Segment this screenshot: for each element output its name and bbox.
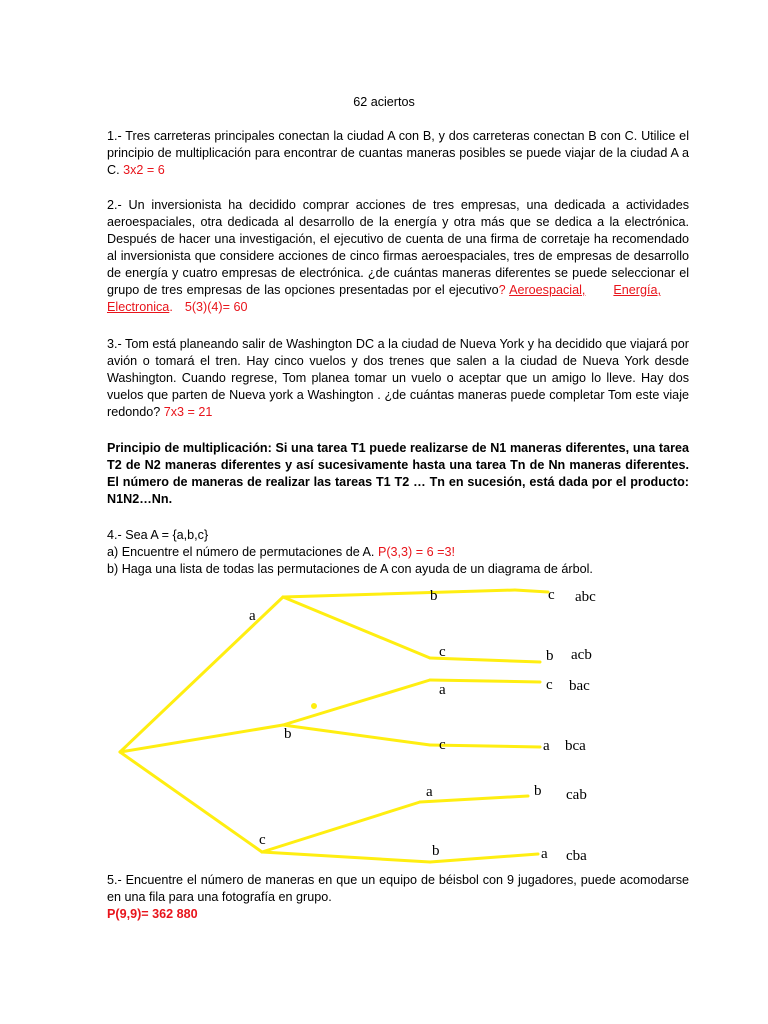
question-2-qmark: ? <box>498 283 506 297</box>
permutation-label: bac <box>569 678 590 694</box>
question-5-answer: P(9,9)= 362 880 <box>107 907 198 921</box>
permutation-label: cba <box>566 848 587 864</box>
tree-level3-label: a <box>541 846 548 862</box>
tree-level2-label: c <box>439 644 446 660</box>
tree-level2-label: b <box>432 843 440 859</box>
tree-edge <box>430 680 540 682</box>
permutation-label: bca <box>565 738 586 754</box>
tree-level3-label: a <box>543 738 550 754</box>
tree-edge <box>430 854 538 862</box>
tree-level2-label: a <box>426 784 433 800</box>
question-1-text: 1.- Tres carreteras principales conectan la ciudad A con B, y dos carreteras conectan B con C. Utilice el principio de multiplicación para encontrar de cuantas maneras posibles se puede viajar de la ciudad A a C. <box>107 129 689 177</box>
question-4-line1: 4.- Sea A = {a,b,c} <box>107 528 209 542</box>
tree-level3-label: b <box>546 648 554 664</box>
question-3-answer: 7x3 = 21 <box>163 405 213 419</box>
question-5-text: 5.- Encuentre el número de maneras en que un equipo de béisbol con 9 jugadores, puede acomodarse en una fila para una fotografía en grupo. <box>107 873 689 904</box>
tree-edge <box>430 658 540 662</box>
tree-edge <box>283 597 430 658</box>
tree-level3-label: c <box>546 677 553 693</box>
tree-level1-label: a <box>249 608 256 624</box>
tree-edge <box>283 590 515 597</box>
question-2-dot: . <box>169 300 173 314</box>
tree-level2-label: b <box>430 588 438 604</box>
question-2-option-energia: Energía, <box>613 283 661 297</box>
question-5 <box>107 872 689 923</box>
question-2-text: 2.- Un inversionista ha decidido comprar acciones de tres empresas, una dedicada a actividades aeroespaciales, otra dedicada al desarrollo de la energía y otra más que se dedica a la electrónica. Después de hacer una investigación, el ejecutivo de cuenta de una firma de corretaje ha recomendado al inversionista que considere acciones de cinco firmas aeroespaciales, tres de empresas de desarrollo de energía y cuatro empresas de electrónica. ¿de cuántas maneras diferentes se puede seleccionar el grupo de tres empresas de las opciones presentadas por el ejecutivo <box>107 198 689 297</box>
tree-edge <box>262 852 430 862</box>
question-3-text: 3.- Tom está planeando salir de Washington DC a la ciudad de Nueva York y ha decidido que viajará por avión o tomará el tren. Hay cinco vuelos y dos trenes que salen a la ciudad de Nueva York desde Washington. Cuando regrese, Tom planea tomar un vuelo o aceptar que un amigo lo lleve. Hay dos vuelos que parten de Nueva york a Washington . ¿de cuántas maneras puede completar Tom este viaje redondo? <box>107 337 689 419</box>
tree-edge <box>515 590 548 592</box>
tree-level2-label: c <box>439 737 446 753</box>
tree-edge <box>420 796 528 802</box>
question-4-answer: P(3,3) = 6 =3! <box>377 545 455 559</box>
tree-level3-label: c <box>548 587 555 603</box>
tree-labels <box>249 587 596 864</box>
tree-edge <box>430 745 540 747</box>
multiplication-principle: Principio de multiplicación: Si una tarea T1 puede realizarse de N1 maneras diferentes, una tarea T2 de N2 maneras diferentes y así sucesivamente hasta una tarea Tn de Nn maneras diferentes. El número de maneras de realizar las tareas T1 T2 … Tn en sucesión, está dada por el producto: N1N2…Nn. <box>107 441 689 506</box>
permutation-label: abc <box>575 589 596 605</box>
permutation-label: cab <box>566 787 587 803</box>
tree-level1-label: c <box>259 832 266 848</box>
tree-edge <box>262 802 420 852</box>
tree-dot <box>313 705 316 708</box>
score-title: 62 aciertos <box>353 95 415 109</box>
question-2-option-electronica: Electronica <box>107 300 170 314</box>
question-4-line3: b) Haga una lista de todas las permutaciones de A con ayuda de un diagrama de árbol. <box>107 562 593 576</box>
tree-edge <box>120 752 262 852</box>
tree-edge <box>283 680 430 725</box>
question-2-option-aeroespacial: Aeroespacial, <box>509 283 586 297</box>
tree-edge <box>283 725 430 745</box>
tree-level1-label: b <box>284 726 292 742</box>
tree-edges <box>120 590 548 862</box>
question-2-answer: 5(3)(4)= 60 <box>184 300 248 314</box>
tree-level2-label: a <box>439 682 446 698</box>
permutation-label: acb <box>571 647 592 663</box>
tree-level3-label: b <box>534 783 542 799</box>
question-1-answer: 3x2 = 6 <box>123 163 165 177</box>
question-4-line2: a) Encuentre el número de permutaciones de A. P(3,3) = 6 =3! <box>107 545 455 559</box>
